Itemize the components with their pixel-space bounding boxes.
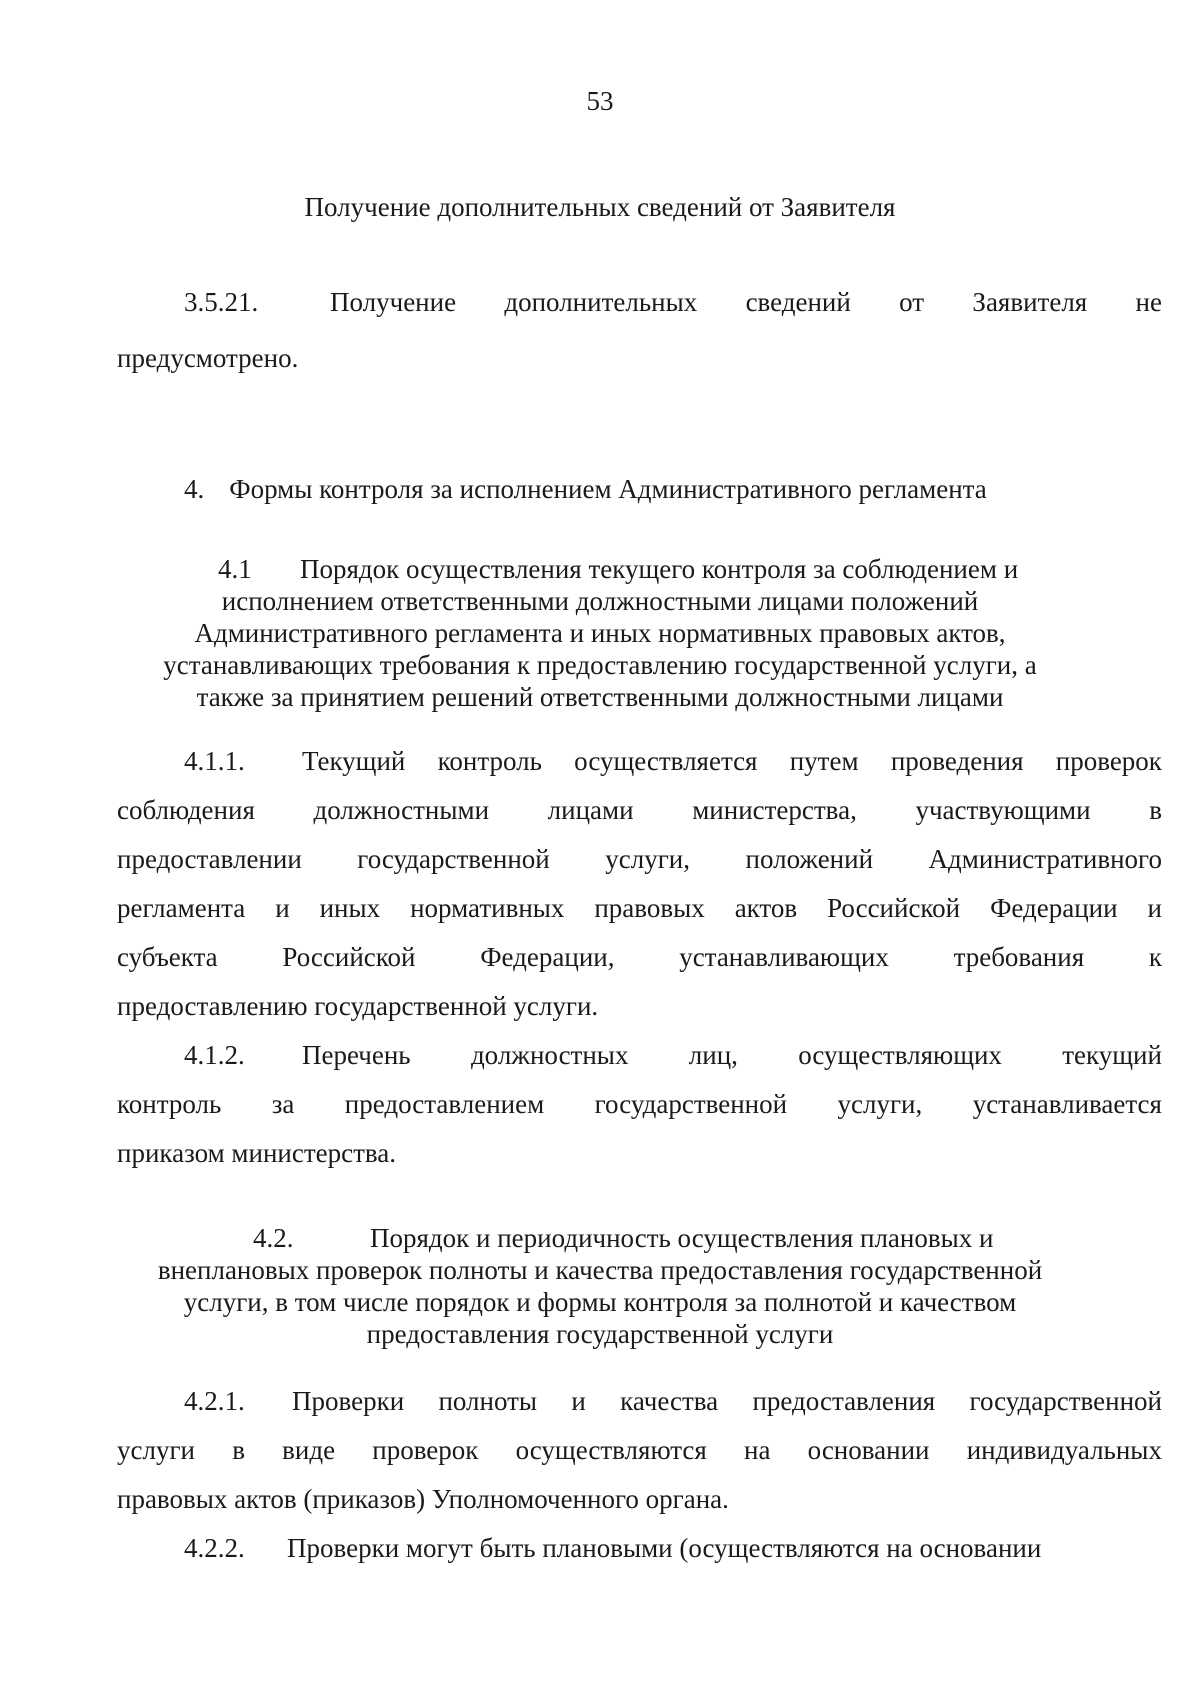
- word: дополнительных: [504, 287, 698, 317]
- word: Перечень: [302, 1040, 411, 1070]
- subsection-number: 4.2.: [253, 1223, 294, 1253]
- word: государственной: [357, 844, 550, 874]
- paragraph-line: Проверки могут быть плановыми (осуществляются на основании: [287, 1533, 1042, 1563]
- subsection-heading-line: услуги, в том числе порядок и формы контроля за полнотой и качеством: [183, 1287, 1017, 1317]
- word: осуществляется: [574, 746, 758, 776]
- word: нормативных: [410, 893, 565, 923]
- word: проведения: [890, 746, 1024, 776]
- word: к: [1148, 942, 1162, 972]
- paragraph-line: [117, 891, 1162, 925]
- section-heading: Получение дополнительных сведений от Заявителя: [304, 192, 896, 222]
- page-number: 53: [586, 86, 614, 116]
- subsection-heading-line: Административного регламента и иных нормативных правовых актов,: [194, 618, 1006, 648]
- word: в: [1149, 795, 1162, 825]
- word: контроль: [117, 1089, 222, 1119]
- word: Текущий: [302, 746, 406, 776]
- word: требования: [953, 942, 1085, 972]
- paragraph-number: 4.2.1.: [184, 1386, 245, 1416]
- word: текущий: [1062, 1040, 1162, 1070]
- word: и: [275, 893, 290, 923]
- subsection-heading-line: предоставления государственной услуги: [366, 1319, 834, 1349]
- word: проверок: [372, 1435, 479, 1465]
- paragraph-line: предоставлению государственной услуги.: [117, 991, 599, 1021]
- word: осуществляющих: [798, 1040, 1002, 1070]
- word: и: [571, 1386, 586, 1416]
- word: устанавливающих: [679, 942, 889, 972]
- word: осуществляются: [515, 1435, 707, 1465]
- word: министерства,: [692, 795, 857, 825]
- subsection-heading-line: устанавливающих требования к предоставлению государственной услуги, а: [163, 650, 1037, 680]
- word: актов: [734, 893, 798, 923]
- paragraph-line: [117, 1433, 1162, 1467]
- word: должностными: [313, 795, 490, 825]
- paragraph-line: [117, 793, 1162, 827]
- word: устанавливается: [972, 1089, 1162, 1119]
- word: проверок: [1055, 746, 1162, 776]
- paragraph-line: [117, 1087, 1162, 1121]
- word: сведений: [745, 287, 851, 317]
- word: виде: [282, 1435, 336, 1465]
- word: положений: [745, 844, 874, 874]
- paragraph-line: [117, 842, 1162, 876]
- paragraph-number: 4.1.1.: [184, 746, 245, 776]
- paragraph-number: 4.1.2.: [184, 1040, 245, 1070]
- paragraph-line: предусмотрено.: [117, 343, 299, 373]
- paragraph-line: [330, 285, 1162, 319]
- word: услуги,: [605, 844, 690, 874]
- subsection-heading-line: исполнением ответственными должностными лицами положений: [221, 586, 979, 616]
- word: на: [744, 1435, 771, 1465]
- paragraph-line: [117, 940, 1162, 974]
- word: за: [271, 1089, 295, 1119]
- word: предоставлением: [344, 1089, 545, 1119]
- word: Федерации,: [480, 942, 615, 972]
- section-heading: [184, 472, 987, 506]
- subsection-heading-line: внеплановых проверок полноты и качества предоставления государственной: [157, 1255, 1043, 1285]
- word: Российской: [282, 942, 416, 972]
- word: иных: [319, 893, 381, 923]
- word: в: [232, 1435, 245, 1465]
- word: государственной: [969, 1386, 1162, 1416]
- word: услуги: [117, 1435, 195, 1465]
- word: правовых: [594, 893, 705, 923]
- word: предоставлении: [117, 844, 302, 874]
- paragraph-number: 4.2.2.: [184, 1533, 245, 1563]
- word: лиц,: [688, 1040, 738, 1070]
- word: услуги,: [837, 1089, 923, 1119]
- word: участвующими: [915, 795, 1091, 825]
- word: основании: [807, 1435, 930, 1465]
- word: государственной: [594, 1089, 788, 1119]
- word: Федерации: [990, 893, 1118, 923]
- word: от: [899, 287, 925, 317]
- paragraph-line: правовых актов (приказов) Уполномоченного органа.: [117, 1484, 729, 1514]
- paragraph-number: 3.5.21.: [184, 287, 259, 317]
- paragraph-line: приказом министерства.: [117, 1138, 397, 1168]
- word: путем: [789, 746, 859, 776]
- word: Получение: [330, 287, 457, 317]
- word: Российской: [827, 893, 961, 923]
- word: предоставления: [752, 1386, 936, 1416]
- word: Проверки: [292, 1386, 405, 1416]
- word: регламента: [117, 893, 246, 923]
- subsection-heading-line: также за принятием решений ответственными должностными лицами: [196, 682, 1004, 712]
- word: полноты: [438, 1386, 538, 1416]
- paragraph-line: [292, 1384, 1162, 1418]
- word: соблюдения: [117, 795, 255, 825]
- paragraph-line: [302, 744, 1162, 778]
- word: лицами: [547, 795, 634, 825]
- word: контроль: [437, 746, 542, 776]
- word: должностных: [470, 1040, 629, 1070]
- word: Административного: [928, 844, 1162, 874]
- word: и: [1147, 893, 1162, 923]
- subsection-heading-line: Порядок и периодичность осуществления плановых и: [370, 1223, 994, 1253]
- section-title: Формы контроля за исполнением Административного регламента: [229, 474, 987, 504]
- subsection-heading-line: Порядок осуществления текущего контроля за соблюдением и: [300, 554, 1019, 584]
- word: качества: [620, 1386, 719, 1416]
- word: индивидуальных: [966, 1435, 1162, 1465]
- word: Заявителя: [972, 287, 1088, 317]
- subsection-number: 4.1: [218, 554, 252, 584]
- paragraph-line: [302, 1038, 1162, 1072]
- section-number: 4.: [184, 474, 205, 504]
- word: субъекта: [117, 942, 218, 972]
- word: не: [1135, 287, 1162, 317]
